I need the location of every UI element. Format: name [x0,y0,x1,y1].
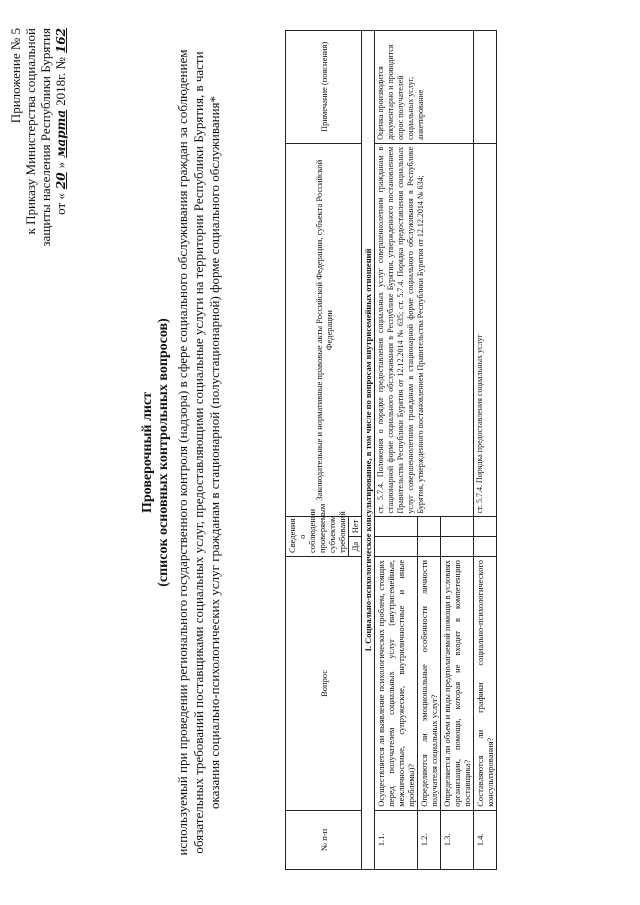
date-month: марта [54,109,68,158]
row-num: 1.2. [418,810,441,869]
table-row [474,31,497,870]
row-note: Оценка производится документарно и проводится опрос получателей социальных услуг, анкетирование [375,31,474,144]
row-yes-cell[interactable] [375,537,418,557]
section-row [362,31,375,870]
appendix-line-1: Приложение № 5 [8,28,23,124]
appendix-line-3: защиты населения Республики Бурятия [38,28,53,247]
page-title [140,0,172,905]
row-no-cell[interactable] [474,517,497,537]
row-no-cell[interactable] [441,517,474,537]
title-line-2: (список основных контрольных вопросов) [156,318,171,587]
row-law: ст. 5.7.4. Положения о порядке предоставления социальных услуг совершеннолетним гражданам в стационарной форме социального обслуживания в Республике Бурятия, утвержденного постановлением Правительства Республики Бурятия от 12.12.2014 № 635; ст. 5.7.4. Порядка предоставления социальных услуг совершеннолетним гражданам в стационарной форме социального обслуживания в Республике Бурятия, утвержденного постановлением Правительства Республики Бурятия от 12.12.2014 № 634; [375,143,474,517]
header-num: № п-п [286,810,362,869]
row-question: Составляются ли графики социально-психологического консультирования? [474,556,497,810]
intro-paragraph: используемый при проведении регионального государственного контроля (надзора) в сфере социального обслуживания граждан за соблюдением обязательных требований поставщиками социальных услуг, предоставляющими социальные услуги на территории Республики Бурятия, в части оказания социально-психологических услуг гражданам в стационарной (полустационарной) форме социального обслуживания* [175,49,222,856]
date-mid: » [53,161,68,169]
appendix-line-2: к Приказу Министерства социальной [23,28,38,235]
section-title: I. Социально-психологическое консультирование, в том числе по вопросам внутрисемейных отношений [362,31,375,870]
date-year: 2018г. № [53,57,68,106]
row-note [474,31,497,144]
header-question: Вопрос [286,556,362,810]
header-no: Нет [349,517,362,537]
row-question: Осуществляется ли выявление психологических проблем, стоящих перед получателем социальных услуг (внутрисемейные, межличностные, супружеские, внутриличностные и иные проблемы)? [375,556,418,810]
row-yes-cell[interactable] [418,537,441,557]
checklist-table [285,30,497,870]
row-yes-cell[interactable] [441,537,474,557]
header-note: Примечание (пояснения) [286,31,362,144]
title-line-1: Проверочный лист [140,392,155,513]
row-num: 1.4. [474,810,497,869]
row-no-cell[interactable] [375,517,418,537]
appendix-block [8,28,69,313]
table-header-row [286,31,349,870]
header-compliance: Сведения о соблюдении проверяемым субъектом требований [286,517,349,556]
header-yes: Да [349,537,362,557]
date-number: 162 [54,28,68,54]
date-prefix: от « [53,193,68,215]
row-law: ст. 5.7.4. Порядка предоставления социальных услуг [474,143,497,517]
table-row [375,31,418,870]
header-law: Законодательные и нормативные правовые акты Российской Федерации, субъекта Российской Федерации [286,143,362,517]
appendix-date-line [53,28,69,313]
row-yes-cell[interactable] [474,537,497,557]
row-question: Определяется ли объем и виды предполагаемой помощи в условиях организации, помощи, которая не входит в компетенцию поставщика? [441,556,474,810]
row-no-cell[interactable] [418,517,441,537]
row-question: Определяются ли эмоциональные особенности личности получателя социальных услуг? [418,556,441,810]
row-num: 1.1. [375,810,418,869]
date-day: 20 [54,172,68,190]
row-num: 1.3. [441,810,474,869]
